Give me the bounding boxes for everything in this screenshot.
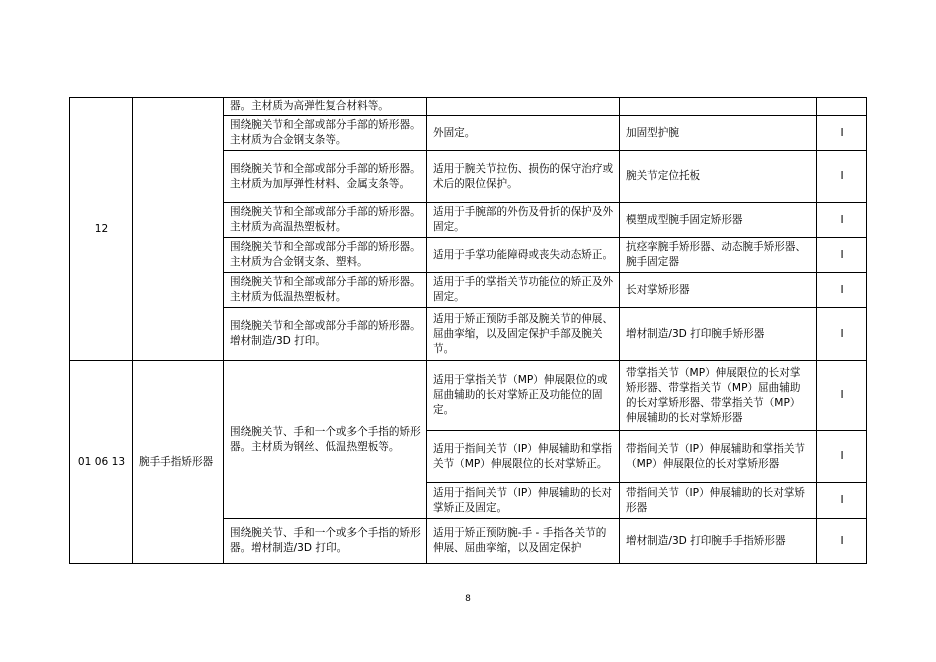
intended-use-cell: 适用于掌指关节（MP）伸展限位的或屈曲辅助的长对掌矫正及功能位的固定。 xyxy=(427,361,620,431)
row-code-cell: 01 06 13 xyxy=(70,361,133,564)
example-cell: 长对掌矫形器 xyxy=(620,273,817,308)
example-cell: 增材制造/3D 打印腕手手指矫形器 xyxy=(620,519,817,564)
description-cell: 围绕腕关节和全部或部分手部的矫形器。主材质为合金钢支条、塑料。 xyxy=(224,238,427,273)
description-cell: 围绕腕关节和全部或部分手部的矫形器。主材质为合金钢支条等。 xyxy=(224,116,427,151)
intended-use-cell: 适用于指间关节（IP）伸展辅助的长对掌矫正及固定。 xyxy=(427,483,620,519)
class-cell: I xyxy=(817,203,867,238)
example-cell: 带指间关节（IP）伸展辅助的长对掌矫形器 xyxy=(620,483,817,519)
intended-use-cell: 适用于腕关节拉伤、损伤的保守治疗或术后的限位保护。 xyxy=(427,151,620,203)
intended-use-cell: 外固定。 xyxy=(427,116,620,151)
example-cell: 加固型护腕 xyxy=(620,116,817,151)
page-number: 8 xyxy=(465,594,471,604)
class-cell: I xyxy=(817,483,867,519)
class-cell: I xyxy=(817,361,867,431)
description-cell: 围绕腕关节和全部或部分手部的矫形器。主材质为加厚弹性材料、金属支条等。 xyxy=(224,151,427,203)
intended-use-cell: 适用于指间关节（IP）伸展辅助和掌指关节（MP）伸展限位的长对掌矫正。 xyxy=(427,431,620,483)
table-row xyxy=(70,98,867,116)
class-cell: I xyxy=(817,273,867,308)
class-cell: I xyxy=(817,238,867,273)
table-row xyxy=(70,361,867,431)
example-cell xyxy=(620,98,817,116)
class-cell: I xyxy=(817,519,867,564)
example-cell: 带掌指关节（MP）伸展限位的长对掌矫形器、带掌指关节（MP）屈曲辅助的长对掌矫形器、带掌指关节（MP）伸展辅助的长对掌矫形器 xyxy=(620,361,817,431)
row-name-cell xyxy=(133,98,224,361)
intended-use-cell: 适用于手的掌指关节功能位的矫正及外固定。 xyxy=(427,273,620,308)
intended-use-cell: 适用于手腕部的外伤及骨折的保护及外固定。 xyxy=(427,203,620,238)
intended-use-cell: 适用于手掌功能障碍或丧失动态矫正。 xyxy=(427,238,620,273)
class-cell: I xyxy=(817,151,867,203)
intended-use-cell xyxy=(427,98,620,116)
example-cell: 增材制造/3D 打印腕手矫形器 xyxy=(620,308,817,361)
example-cell: 腕关节定位托板 xyxy=(620,151,817,203)
intended-use-cell: 适用于矫正预防腕-手 - 手指各关节的伸展、屈曲挛缩，以及固定保护 xyxy=(427,519,620,564)
row-code-cell: 12 xyxy=(70,98,133,361)
device-classification-table xyxy=(69,97,867,564)
example-cell: 抗痉挛腕手矫形器、动态腕手矫形器、腕手固定器 xyxy=(620,238,817,273)
example-cell: 模塑成型腕手固定矫形器 xyxy=(620,203,817,238)
example-cell: 带指间关节（IP）伸展辅助和掌指关节（MP）伸展限位的长对掌矫形器 xyxy=(620,431,817,483)
description-cell: 围绕腕关节、手和一个或多个手指的矫形器。增材制造/3D 打印。 xyxy=(224,519,427,564)
class-cell: I xyxy=(817,116,867,151)
class-cell: I xyxy=(817,431,867,483)
intended-use-cell: 适用于矫正预防手部及腕关节的伸展、屈曲挛缩，以及固定保护手部及腕关节。 xyxy=(427,308,620,361)
description-cell: 围绕腕关节和全部或部分手部的矫形器。主材质为低温热塑板材。 xyxy=(224,273,427,308)
description-cell: 围绕腕关节、手和一个或多个手指的矫形器。主材质为钢丝、低温热塑板等。 xyxy=(224,361,427,519)
description-cell: 围绕腕关节和全部或部分手部的矫形器。主材质为高温热塑板材。 xyxy=(224,203,427,238)
class-cell xyxy=(817,98,867,116)
description-cell: 围绕腕关节和全部或部分手部的矫形器。增材制造/3D 打印。 xyxy=(224,308,427,361)
row-name-cell: 腕手手指矫形器 xyxy=(133,361,224,564)
description-cell: 器。主材质为高弹性复合材料等。 xyxy=(224,98,427,116)
class-cell: I xyxy=(817,308,867,361)
